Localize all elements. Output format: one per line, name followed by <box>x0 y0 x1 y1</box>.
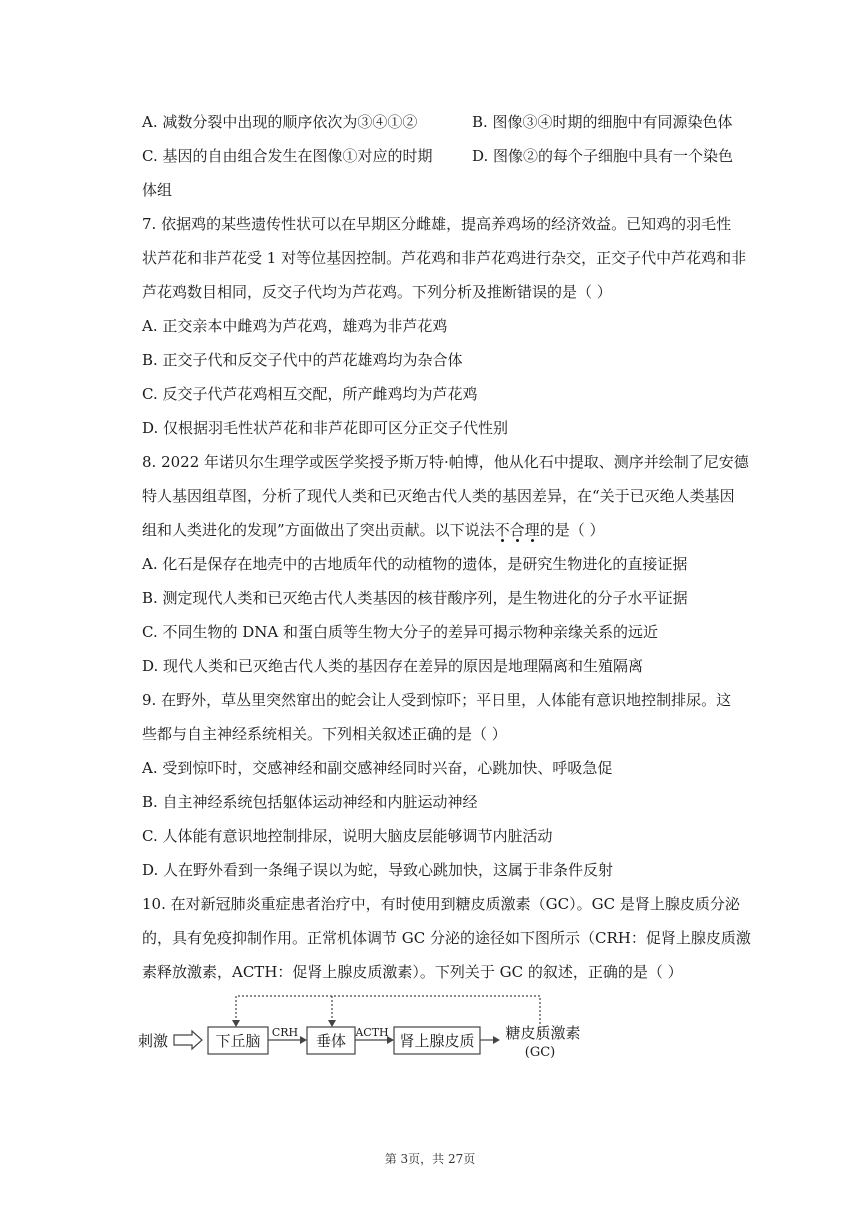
pituitary-label: 垂体 <box>315 1032 347 1050</box>
gc-name-label: 糖皮质激素 <box>505 1024 581 1042</box>
q10-stem-line-1: 10. 在对新冠肺炎重症患者治疗中，有时使用到糖皮质激素（GC）。GC 是肾上腺皮质分泌 <box>142 895 740 913</box>
hypothalamus-label: 下丘脑 <box>215 1032 261 1050</box>
q9-option-b: B. 自主神经系统包括躯体运动神经和内脏运动神经 <box>142 793 478 811</box>
gc-abbr-label: (GC) <box>524 1045 556 1060</box>
q8-stem-line-3 <box>142 520 752 540</box>
q8-stem-line-1: 8. 2022 年诺贝尔生理学或医学奖授予斯万特·帕博，他从化石中提取、测序并绘制了尼安德 <box>142 453 749 471</box>
q8-option-c: C. 不同生物的 DNA 和蛋白质等生物大分子的差异可揭示物种亲缘关系的远近 <box>142 623 659 641</box>
q10-stem-line-3: 素释放激素，ACTH：促肾上腺皮质激素）。下列关于 GC 的叙述，正确的是（ ） <box>142 963 683 981</box>
q8-emphasized-word: 不合理 <box>494 521 540 539</box>
q6-option-c: C. 基因的自由组合发生在图像①对应的时期 <box>142 147 433 165</box>
acth-label: ACTH <box>355 1026 389 1039</box>
gc-arrowhead <box>493 1036 500 1044</box>
q6-option-d-continued: 体组 <box>142 181 173 199</box>
q8-emphasized-text <box>495 521 540 539</box>
crh-arrowhead <box>300 1036 307 1044</box>
q9-option-c: C. 人体能有意识地控制排尿，说明大脑皮层能够调节内脏活动 <box>142 827 553 845</box>
q6-option-b: B. 图像③④时期的细胞中有同源染色体 <box>472 113 733 131</box>
q8-stem-line-3-pre: 组和人类进化的发现”方面做出了突出贡献。以下说法 <box>142 521 495 539</box>
q7-option-a: A. 正交亲本中雌鸡为芦花鸡，雄鸡为非芦花鸡 <box>142 317 448 335</box>
q8-option-d: D. 现代人类和已灭绝古代人类的基因存在差异的原因是地理隔离和生殖隔离 <box>142 657 644 675</box>
emphasis-dots <box>495 539 540 543</box>
q7-stem-line-2: 状芦花和非芦花受 1 对等位基因控制。芦花鸡和非芦花鸡进行杂交，正交子代中芦花鸡和非 <box>142 249 747 267</box>
adrenal-cortex-label: 肾上腺皮质 <box>399 1032 475 1050</box>
q7-stem-line-1: 7. 依据鸡的某些遗传性状可以在早期区分雌雄，提高养鸡场的经济效益。已知鸡的羽毛性 <box>142 215 732 233</box>
q7-option-b: B. 正交子代和反交子代中的芦花雄鸡均为杂合体 <box>142 351 463 369</box>
feedback-arrowhead-pituitary <box>328 1020 336 1027</box>
q7-stem-line-3: 芦花鸡数目相同，反交子代均为芦花鸡。下列分析及推断错误的是（ ） <box>142 283 612 301</box>
q9-option-d: D. 人在野外看到一条绳子误以为蛇，导致心跳加快，这属于非条件反射 <box>142 861 614 879</box>
q6-option-d: D. 图像②的每个子细胞中具有一个染色 <box>472 147 734 165</box>
q8-stem-line-2: 特人基因组草图，分析了现代人类和已灭绝古代人类的基因差异，在“关于已灭绝人类基因 <box>142 487 735 505</box>
q8-option-a: A. 化石是保存在地壳中的古地质年代的动植物的遗体，是研究生物进化的直接证据 <box>142 555 688 573</box>
q7-option-d: D. 仅根据羽毛性状芦花和非芦花即可区分正交子代性别 <box>142 419 509 437</box>
q10-stem-line-2: 的，具有免疫抑制作用。正常机体调节 GC 分泌的途径如下图所示（CRH：促肾上腺皮质激 <box>142 929 751 947</box>
feedback-arrowhead-hypothalamus <box>232 1020 240 1027</box>
q8-option-b: B. 测定现代人类和已灭绝古代人类基因的核苷酸序列，是生物进化的分子水平证据 <box>142 589 688 607</box>
stimulus-hollow-arrow <box>174 1031 202 1049</box>
q9-stem-line-1: 9. 在野外，草丛里突然窜出的蛇会让人受到惊吓；平日里，人体能有意识地控制排尿。这 <box>142 691 732 709</box>
q9-stem-line-2: 些都与自主神经系统相关。下列相关叙述正确的是（ ） <box>142 725 507 743</box>
q9-option-a: A. 受到惊吓时，交感神经和副交感神经同时兴奋，心跳加快、呼吸急促 <box>142 759 613 777</box>
q8-stem-line-3-post: 的是（ ） <box>539 521 605 539</box>
q6-option-a: A. 减数分裂中出现的顺序依次为③④①② <box>142 113 418 131</box>
stimulus-label: 刺激 <box>138 1032 169 1050</box>
q7-option-c: C. 反交子代芦花鸡相互交配，所产雌鸡均为芦花鸡 <box>142 385 478 403</box>
crh-label: CRH <box>271 1026 299 1039</box>
gc-regulation-diagram <box>130 990 590 1065</box>
page-footer: 第 3页，共 27页 <box>384 1152 476 1166</box>
